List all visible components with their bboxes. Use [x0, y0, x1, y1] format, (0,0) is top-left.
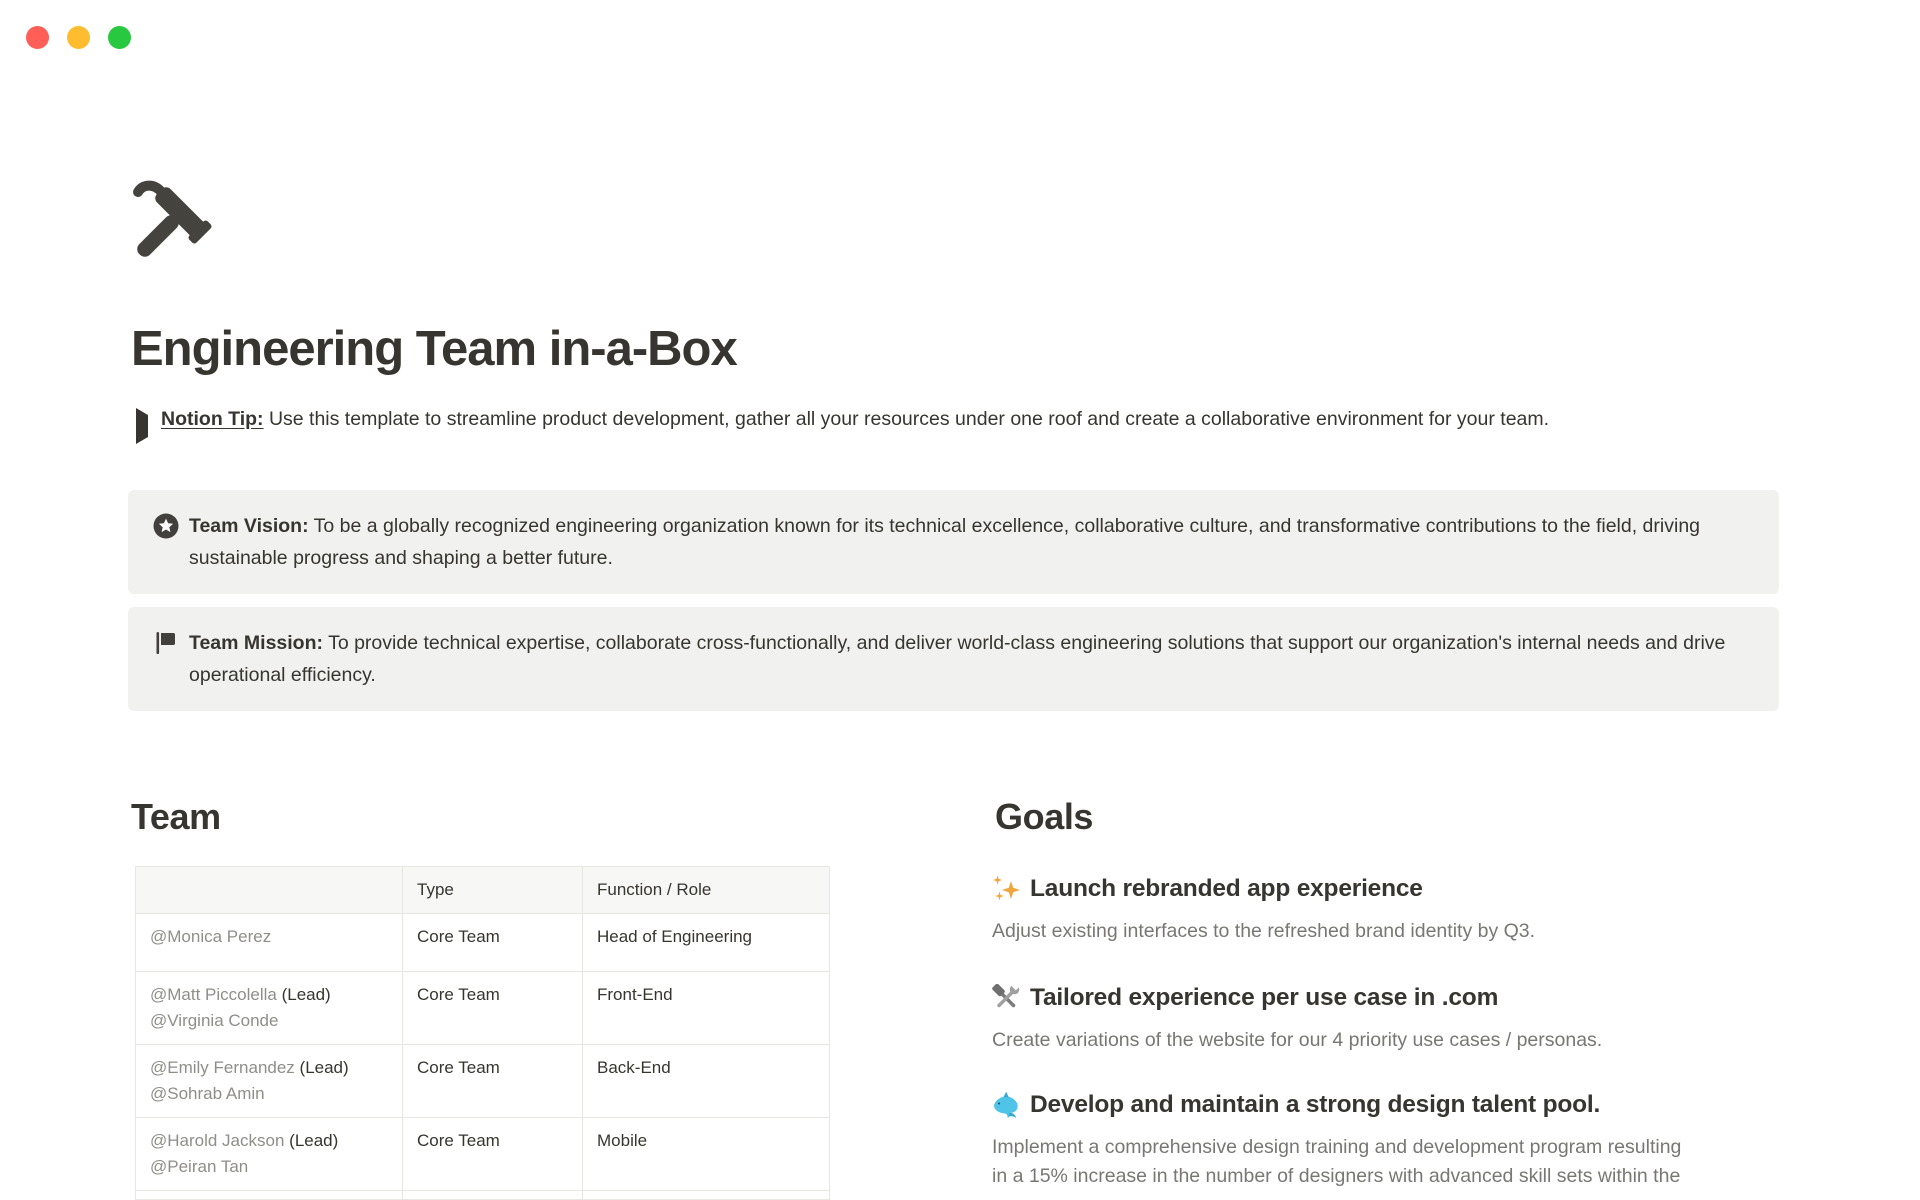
notion-tip-label: Notion Tip:	[161, 407, 264, 430]
goal-title-text: Develop and maintain a strong design talent pool.	[1030, 1090, 1601, 1118]
person-mention[interactable]: @Harold Jackson	[150, 1130, 285, 1150]
goal-description[interactable]: Adjust existing interfaces to the refreshed brand identity by Q3.	[992, 919, 1536, 942]
goals-column	[992, 794, 1779, 1200]
person-mention[interactable]: @Matt Piccolella	[150, 984, 277, 1004]
goal-description[interactable]: Create variations of the website for our 4 priority use cases / personas.	[992, 1028, 1603, 1051]
table-row	[136, 971, 830, 1044]
callout-label: Team Mission:	[189, 631, 323, 654]
goal-title[interactable]	[992, 873, 1779, 905]
dolphin-icon	[992, 1091, 1020, 1119]
team-heading[interactable]: Team	[131, 795, 221, 837]
table-header-row	[136, 866, 830, 913]
hammer-wrench-icon	[992, 984, 1020, 1012]
header-cell-empty[interactable]	[136, 866, 403, 913]
notion-tip-block[interactable]	[131, 406, 1779, 440]
goal-title[interactable]	[992, 982, 1779, 1014]
team-table	[135, 866, 830, 1200]
callout-team-mission[interactable]	[128, 607, 1779, 711]
goal-title[interactable]	[992, 1089, 1779, 1121]
notion-tip-text	[161, 406, 1549, 440]
type-cell[interactable]: Core Team	[403, 913, 583, 971]
table-row	[136, 1117, 830, 1190]
callout-body: To provide technical expertise, collaborate cross-functionally, and deliver world-class engineering solutions that support our organization's internal needs and drive operational efficiency.	[189, 631, 1726, 686]
header-cell-type[interactable]: Type	[403, 866, 583, 913]
toggle-arrow-icon[interactable]	[131, 406, 161, 440]
page-icon-button[interactable]	[128, 180, 214, 266]
person-mention[interactable]: @Emily Fernandez	[150, 1057, 295, 1077]
members-cell[interactable]	[136, 913, 403, 971]
person-mention[interactable]: @Peiran Tan	[150, 1156, 249, 1176]
person-mention[interactable]: @Monica Perez	[150, 926, 272, 946]
role-cell[interactable]: Back-End	[583, 1044, 830, 1117]
role-cell[interactable]: Mobile	[583, 1117, 830, 1190]
sparkles-icon	[992, 875, 1020, 903]
role-cell[interactable]: Head of Engineering	[583, 913, 830, 971]
table-row-partial	[136, 1190, 830, 1199]
table-row	[136, 1044, 830, 1117]
type-cell[interactable]: Core Team	[403, 971, 583, 1044]
table-row	[136, 913, 830, 971]
callout-text	[189, 627, 1755, 691]
notion-tip-body: Use this template to streamline product development, gather all your resources under one roof and create a collaborative environment for your team.	[263, 407, 1550, 430]
callout-body: To be a globally recognized engineering organization known for its technical excellence, collaborative culture, and transformative contributions to the field, driving sustainable progress and shaping a better future.	[189, 514, 1701, 569]
type-cell[interactable]: Core Team	[403, 1117, 583, 1190]
goals-heading[interactable]: Goals	[995, 795, 1094, 837]
goal-title-text: Tailored experience per use case in .com	[1030, 983, 1499, 1011]
goal-description[interactable]: Implement a comprehensive design training and development program resulting in a 15% increase in the number of designers with advanced skill sets within the	[992, 1135, 1682, 1187]
two-column-section	[128, 794, 1779, 1200]
star-circle-icon	[152, 512, 180, 540]
flag-icon	[152, 629, 180, 657]
type-cell[interactable]: Core Team	[403, 1044, 583, 1117]
members-cell[interactable]: @Harold Jackson (Lead) @Peiran Tan	[136, 1117, 403, 1190]
callout-text	[189, 510, 1755, 574]
callout-team-vision[interactable]	[128, 490, 1779, 594]
goal-title-text: Launch rebranded app experience	[1030, 874, 1423, 902]
members-cell[interactable]: @Matt Piccolella (Lead) @Virginia Conde	[136, 971, 403, 1044]
hammer-icon	[128, 180, 214, 266]
page-title[interactable]: Engineering Team in-a-Box	[131, 322, 737, 376]
role-cell[interactable]: Front-End	[583, 971, 830, 1044]
team-column	[128, 794, 900, 1200]
person-mention[interactable]: @Sohrab Amin	[150, 1083, 265, 1103]
header-cell-role[interactable]: Function / Role	[583, 866, 830, 913]
members-cell[interactable]: @Emily Fernandez (Lead) @Sohrab Amin	[136, 1044, 403, 1117]
callout-label: Team Vision:	[189, 514, 309, 537]
person-mention[interactable]: @Virginia Conde	[150, 1010, 279, 1030]
